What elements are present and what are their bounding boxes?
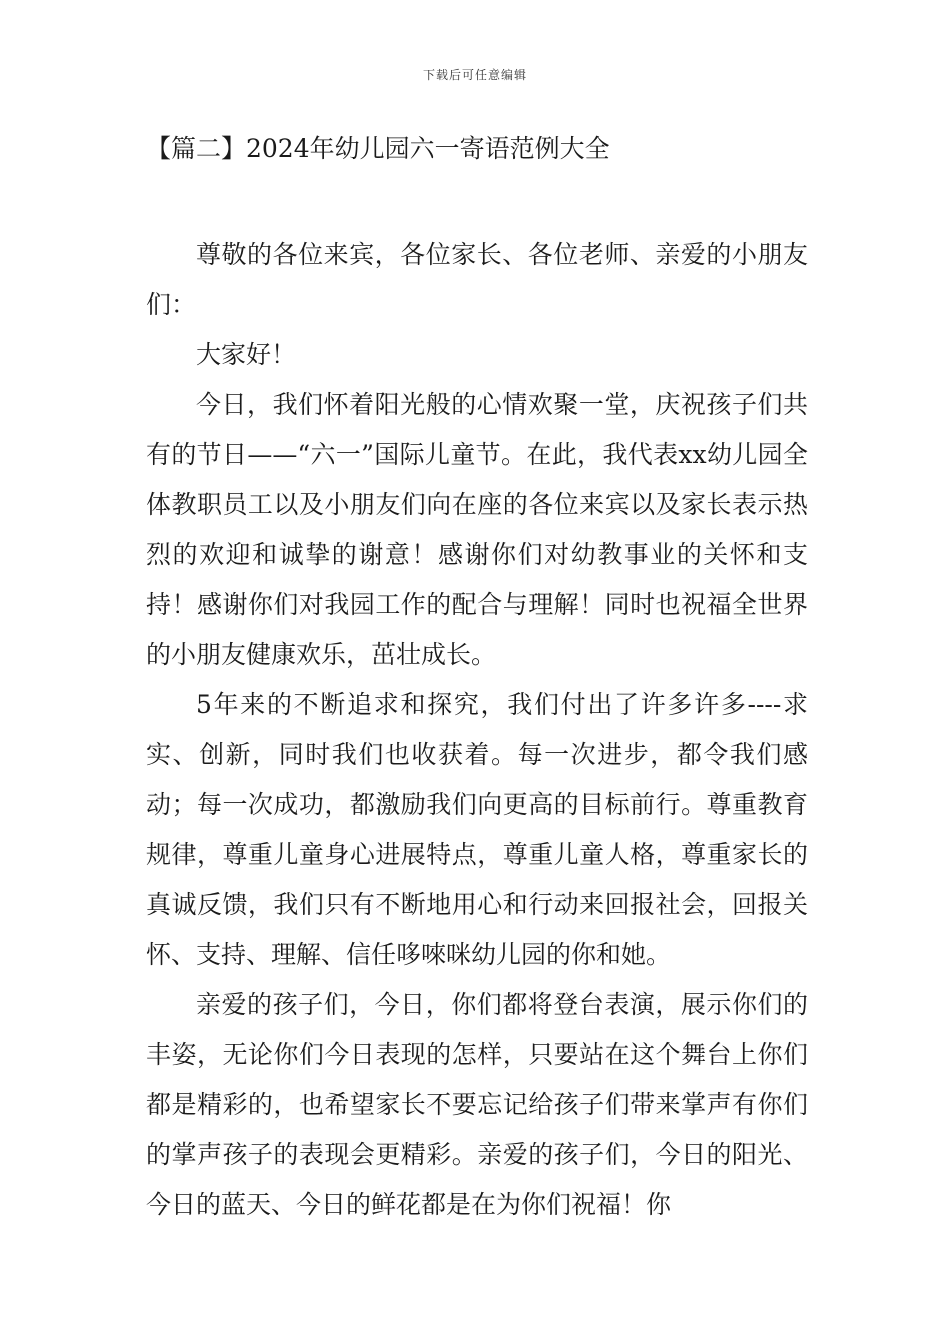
page-header-note: 下载后可任意编辑 <box>422 68 527 82</box>
document-body <box>146 230 808 1230</box>
paragraph-children: 亲爱的孩子们，今日，你们都将登台表演，展示你们的丰姿，无论你们今日表现的怎样，只要站在这个舞台上你们都是精彩的，也希望家长不要忘记给孩子们带来掌声有你们的掌声孩子的表现会更精彩。亲爱的孩子们，今日的阳光、今日的蓝天、今日的鲜花都是在为你们祝福！你 <box>146 990 808 1219</box>
paragraph-greeting: 大家好！ <box>196 340 297 369</box>
paragraph-achievements: 5年来的不断追求和探究，我们付出了许多许多----求实、创新，同时我们也收获着。每一次进步，都令我们感动；每一次成功，都激励我们向更高的目标前行。尊重教育规律，尊重儿童身心进展特点，尊重儿童人格，尊重家长的真诚反馈，我们只有不断地用心和行动来回报社会，回报关怀、支持、理解、信任哆唻咪幼儿园的你和她。 <box>146 690 808 969</box>
document-title: 【篇二】2024年幼儿园六一寄语范例大全 <box>146 134 610 163</box>
paragraph-welcome: 今日，我们怀着阳光般的心情欢聚一堂，庆祝孩子们共有的节日——“六一”国际儿童节。在此，我代表xx幼儿园全体教职员工以及小朋友们向在座的各位来宾以及家长表示热烈的欢迎和诚挚的谢意！感谢你们对幼教事业的关怀和支持！感谢你们对我园工作的配合与理解！同时也祝福全世界的小朋友健康欢乐，茁壮成长。 <box>146 390 808 669</box>
paragraph-salutation: 尊敬的各位来宾，各位家长、各位老师、亲爱的小朋友们： <box>146 240 808 319</box>
